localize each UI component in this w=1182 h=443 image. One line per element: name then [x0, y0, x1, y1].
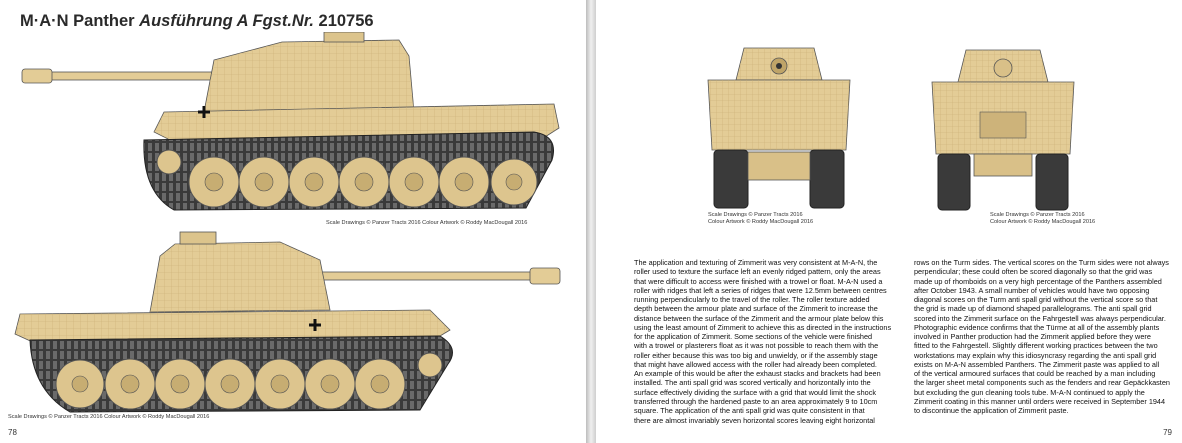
text-line: installed. The anti spall grid was scored vertically and horizontally into the — [634, 378, 871, 388]
text-line: roller either because this was too big and unwieldy, or if the assembly stage — [634, 350, 878, 360]
text-line: fitted to the Fahrgestell. Slightly different working practices between the two — [914, 341, 1158, 351]
text-column-1 — [634, 258, 902, 425]
tank-side-view-bottom — [10, 230, 570, 420]
text-column-2 — [914, 258, 1182, 416]
text-line: but excluding the gun cleaning tools tube. M-A-N continued to apply the — [914, 387, 1145, 397]
text-line: that might have allowed access with the roller had already been completed. — [634, 359, 877, 369]
text-line: The application and texturing of Zimmerit was very consistent at M-A-N, the — [634, 258, 878, 267]
text-line: involved in Panther production had the Zimmerit applied before they were — [914, 332, 1151, 342]
text-line: of the vertical armoured surfaces that could be reached by a man including — [914, 369, 1156, 379]
text-line: made up of rhomboids on a very high percentage of the Panthers assembled — [914, 276, 1162, 286]
text-line: roller used to texture the surface left an evenly ridged pattern, only the areas — [634, 267, 881, 277]
text-line: depth between the armour plate and surface of the Zimmerit to increase the — [634, 304, 878, 314]
credit-rear-view-2: Colour Artwork © Roddy MacDougall 2016 — [990, 219, 1096, 225]
credit-bottom-drawing: Scale Drawings © Panzer Tracts 2016 Colour Artwork © Roddy MacDougall 2016 — [8, 414, 210, 420]
credit-front-view-2: Colour Artwork © Roddy MacDougall 2016 — [708, 219, 814, 225]
text-line: An example of this would be after the exhaust stacks and brackets had been — [634, 369, 881, 379]
text-line: for the application of Zimmerit. Some sections of the vehicle were finished — [634, 332, 873, 342]
paragraph-zimmerit-application — [634, 258, 902, 425]
text-line: there are almost invariably seven horizontal scores leaving eight horizontal — [634, 415, 875, 425]
text-line: transferred through the hardened paste to an area approximately 9 to 10cm — [634, 396, 878, 406]
text-line: exists on M-A-N assembled Panthers. The Zimmerit paste was applied to all — [914, 359, 1160, 369]
text-line: using the least amount of Zimmerit to achieve this as directed in the instructions — [634, 322, 892, 332]
tank-rear-view — [928, 42, 1078, 212]
page-number-left: 78 — [8, 428, 17, 437]
text-line: roller with ridges that left a series of ridges that were 12.5mm between centres — [634, 285, 887, 295]
text-line: the grid is made up of diamond shaped parallelograms. The anti spall grid — [914, 304, 1152, 314]
tank-side-view-top — [14, 32, 574, 214]
credit-front-view-1: Scale Drawings © Panzer Tracts 2016 — [708, 212, 803, 218]
text-line: the larger sheet metal components such as the fenders and rear Gepäckkasten — [914, 378, 1170, 388]
text-line: distance between the surface of the Zimmerit and the armour plate below this — [634, 313, 884, 323]
paragraph-anti-spall-grid — [914, 258, 1182, 416]
text-line: with a trowel or plasterers float as it was not possible to reach them with the — [634, 341, 879, 351]
text-line: to discontinue the application of Zimmerit paste. — [914, 406, 1069, 416]
credit-rear-view-1: Scale Drawings © Panzer Tracts 2016 — [990, 212, 1085, 218]
right-page — [596, 0, 1182, 443]
text-line: diagonal scores on the Turm anti spall grid without the vertical score so that — [914, 295, 1158, 305]
page-title: M·A·N Panther Ausführung A Fgst.Nr. 210756 — [20, 12, 374, 30]
text-line: scored into the Zimmerit surface on the Fahrgestell was always perpendicular. — [914, 313, 1166, 323]
text-line: square. The application of the anti spall grid was quite consistent in that — [634, 406, 865, 416]
text-line: running perpendicularly to the travel of the roller. The roller texture added — [634, 295, 870, 305]
page-number-right: 79 — [1163, 428, 1172, 437]
text-line: after October 1943. A small number of vehicles would have two opposing — [914, 285, 1150, 295]
text-line: perpendicular; these could often be scored diagonally so that the grid was — [914, 267, 1153, 277]
book-gutter — [586, 0, 596, 443]
text-line: workstations may explain why this idiosyncrasy regarding the anti spall grid — [914, 350, 1157, 360]
tank-front-view — [704, 40, 854, 212]
credit-top-drawing: Scale Drawings © Panzer Tracts 2016 Colour Artwork © Roddy MacDougall 2016 — [326, 220, 528, 226]
text-line: surface effectively dividing the surface with a grid that would limit the shock — [634, 387, 876, 397]
left-page — [0, 0, 586, 443]
text-line: Photographic evidence confirms that the Türme at all of the assembly plants — [914, 322, 1160, 332]
text-line: that were difficult to access were finished with a trowel or float. M-A-N used a — [634, 276, 883, 286]
text-line: rows on the Turm sides. The vertical scores on the Turm sides were not always — [914, 258, 1169, 267]
text-line: Zimmerit coating in this manner until orders were received in September 1944 — [914, 396, 1166, 406]
